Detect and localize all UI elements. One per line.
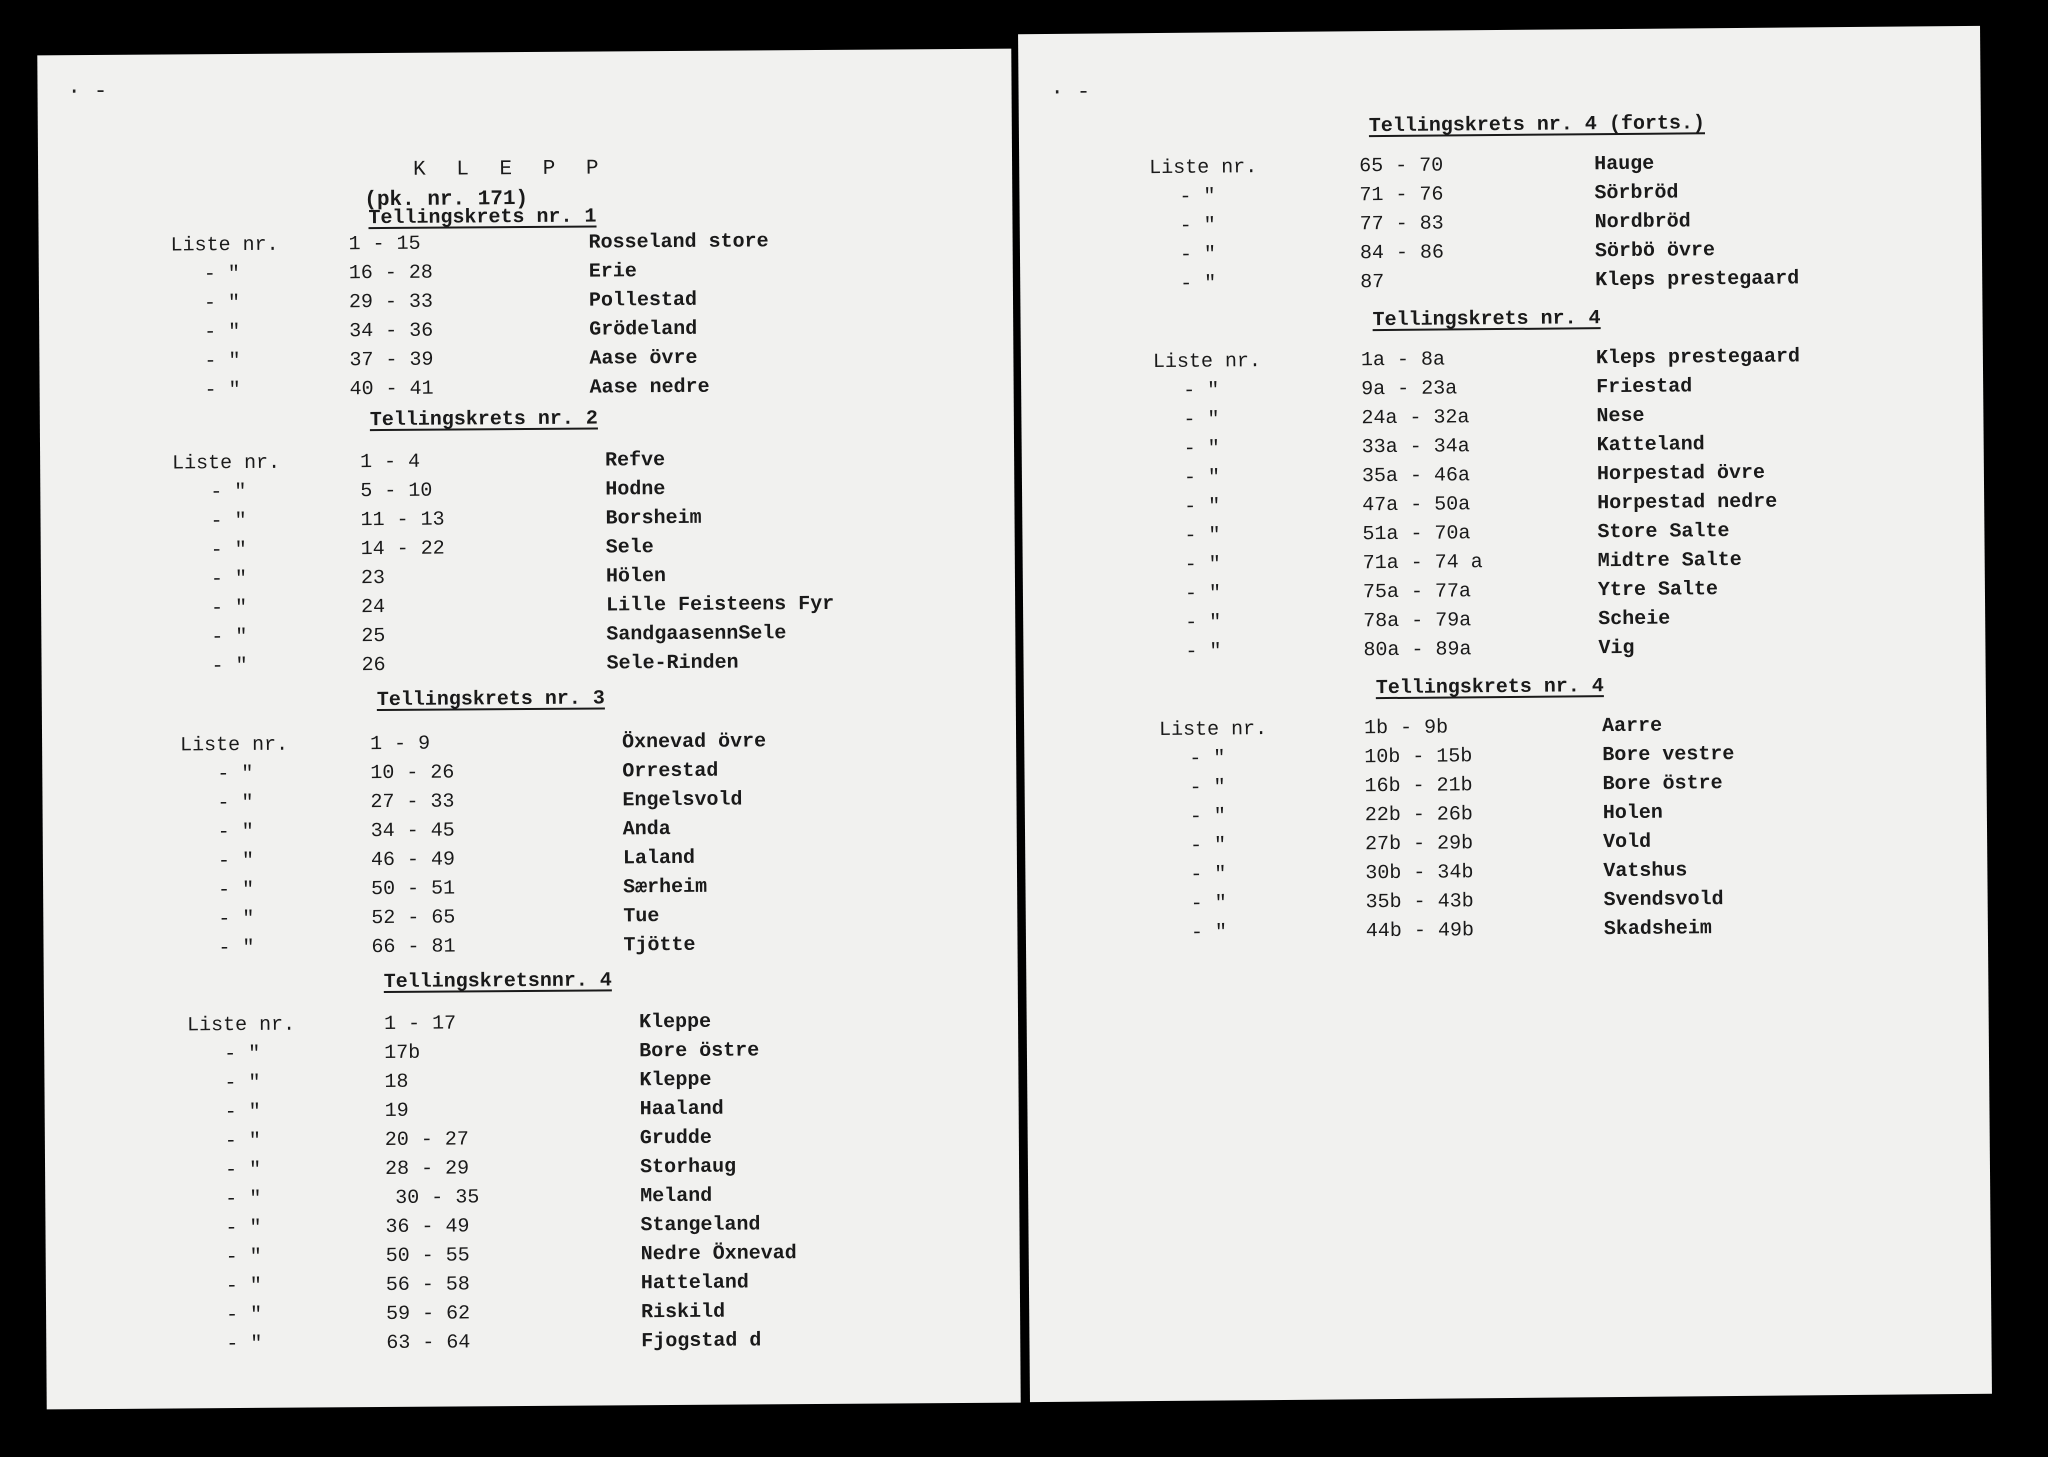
place-name: Rosseland store — [588, 230, 769, 255]
list-range: 65 - 70 — [1359, 154, 1444, 179]
list-range: 63 - 64 — [386, 1331, 471, 1356]
place-name: Aase nedre — [589, 375, 710, 400]
place-name: Vold — [1603, 830, 1652, 855]
list-label: - " — [1184, 582, 1222, 606]
list-range: 24a - 32a — [1361, 406, 1470, 431]
list-range: 10b - 15b — [1364, 745, 1473, 770]
left-document-page — [37, 49, 1020, 1410]
list-label: - " — [211, 596, 248, 621]
list-label: - " — [226, 1332, 263, 1357]
place-name: Aase övre — [589, 346, 698, 371]
punch-mark: · - — [67, 78, 108, 105]
place-name: Grödeland — [589, 317, 698, 342]
place-name: Haaland — [639, 1097, 724, 1122]
list-range: 28 - 29 — [384, 1157, 470, 1182]
place-name: Kleppe — [638, 1010, 712, 1035]
page-title: K L E P P — [413, 157, 608, 182]
list-range: 22b - 26b — [1364, 803, 1474, 828]
place-name: Ytre Salte — [1597, 578, 1719, 603]
place-name: Öxnevad övre — [622, 730, 767, 755]
list-range: 20 - 27 — [384, 1128, 469, 1153]
list-range: 47a - 50a — [1362, 493, 1471, 518]
place-name: Horpestad övre — [1596, 461, 1766, 487]
list-range: 56 - 58 — [385, 1273, 470, 1298]
place-name: Sörbröd — [1594, 181, 1679, 206]
list-label: - " — [204, 321, 241, 345]
list-label: - " — [218, 878, 255, 903]
list-range: 25 — [361, 625, 386, 649]
list-range: 84 - 86 — [1359, 241, 1445, 266]
list-label: - " — [210, 538, 247, 563]
place-name: Hatteland — [640, 1271, 749, 1296]
list-range: 36 - 49 — [385, 1215, 470, 1240]
place-name: Hölen — [605, 565, 667, 589]
list-range: 1 - 15 — [348, 232, 421, 257]
list-label: - " — [224, 1129, 261, 1154]
list-label: - " — [1189, 747, 1226, 771]
list-label: - " — [1185, 611, 1222, 635]
list-range: 50 - 51 — [371, 877, 456, 902]
section-heading: Tellingskrets nr. 3 — [376, 687, 605, 713]
place-name: Nordbröd — [1594, 210, 1691, 235]
list-label: - " — [1183, 437, 1220, 461]
list-range: 18 — [384, 1070, 409, 1095]
list-range: 52 - 65 — [371, 906, 456, 931]
list-range: 75a - 77a — [1362, 580, 1472, 605]
place-name: Scheie — [1598, 607, 1671, 632]
list-label: - " — [1179, 214, 1216, 238]
list-label: - " — [225, 1216, 262, 1241]
list-range: 14 - 22 — [360, 537, 445, 562]
place-name: Kleps prestegaard — [1595, 267, 1800, 293]
page-subtitle: (pk. nr. 171) — [364, 187, 529, 213]
list-range: 50 - 55 — [385, 1244, 470, 1269]
list-label: Liste nr. — [180, 733, 289, 758]
list-label: Liste nr. — [1159, 718, 1268, 743]
place-name: Vatshus — [1603, 859, 1688, 884]
place-name: Vig — [1598, 636, 1635, 661]
list-range: 37 - 39 — [349, 348, 434, 373]
list-label: - " — [1179, 243, 1217, 267]
place-name: SandgaasennSele — [606, 622, 787, 647]
list-range: 30 - 35 — [395, 1186, 480, 1210]
place-name: Meland — [640, 1184, 713, 1209]
place-name: Grudde — [639, 1126, 712, 1151]
list-range: 66 - 81 — [371, 935, 456, 960]
place-name: Borsheim — [605, 506, 702, 531]
list-range: 1 - 9 — [370, 732, 431, 757]
list-range: 34 - 36 — [349, 319, 434, 344]
place-name: Bore östre — [1602, 772, 1723, 797]
place-name: Orrestad — [622, 759, 719, 784]
list-label: - " — [1184, 553, 1221, 577]
list-label: - " — [217, 849, 255, 874]
list-label: - " — [224, 1158, 262, 1183]
list-range: 1b - 9b — [1364, 716, 1449, 741]
place-name: Særheim — [623, 875, 708, 900]
list-range: 26 — [361, 654, 386, 678]
list-label: Liste nr. — [170, 233, 279, 258]
place-name: Svendsvold — [1603, 888, 1724, 913]
list-label: - " — [1189, 776, 1226, 800]
list-label: - " — [203, 292, 241, 316]
list-label: - " — [218, 907, 255, 932]
list-label: - " — [224, 1100, 261, 1125]
section-heading: Tellingskrets nr. 4 (forts.) — [1368, 112, 1706, 139]
place-name: Bore vestre — [1602, 743, 1735, 768]
place-name: Store Salte — [1597, 520, 1730, 545]
list-range: 10 - 26 — [370, 761, 455, 786]
place-name: Nedre Öxnevad — [640, 1242, 797, 1267]
list-range: 35b - 43b — [1365, 890, 1474, 915]
place-name: Kleppe — [639, 1068, 712, 1093]
list-label: - " — [1179, 185, 1216, 209]
list-label: - " — [1184, 495, 1221, 519]
place-name: Stangeland — [640, 1213, 761, 1238]
place-name: Hauge — [1594, 152, 1655, 177]
list-range: 27 - 33 — [370, 790, 455, 815]
list-range: 80a - 89a — [1363, 638, 1472, 663]
list-range: 5 - 10 — [360, 479, 433, 504]
list-label: Liste nr. — [186, 1013, 296, 1038]
list-range: 51a - 70a — [1362, 522, 1471, 547]
list-label: Liste nr. — [1152, 350, 1262, 375]
list-label: Liste nr. — [172, 451, 281, 476]
list-label: - " — [1184, 524, 1221, 548]
list-range: 11 - 13 — [360, 508, 445, 533]
place-name: Riskild — [640, 1300, 726, 1325]
place-name: Bore östre — [639, 1039, 760, 1064]
section-heading: Tellingskrets nr. 4 — [1372, 307, 1601, 333]
list-range: 34 - 45 — [370, 819, 455, 844]
place-name: Tjötte — [623, 933, 696, 958]
place-name: Friestad — [1596, 375, 1693, 400]
list-range: 71a - 74 a — [1362, 551, 1483, 576]
list-range: 19 — [384, 1099, 409, 1124]
list-range: 9a - 23a — [1361, 377, 1458, 402]
list-label: Liste nr. — [1149, 156, 1258, 181]
list-range: 16 - 28 — [348, 261, 433, 286]
place-name: Tue — [623, 905, 660, 929]
list-range: 17b — [384, 1041, 421, 1066]
list-label: - " — [204, 350, 241, 374]
list-label: - " — [210, 509, 247, 534]
place-name: Erie — [588, 260, 637, 284]
right-document-page — [1018, 26, 1992, 1402]
list-range: 1a - 8a — [1360, 348, 1446, 373]
list-label: - " — [226, 1303, 263, 1328]
list-label: - " — [210, 480, 247, 505]
place-name: Sele-Rinden — [606, 651, 739, 676]
list-label: - " — [1183, 379, 1220, 403]
section-heading: Tellingskretsnnr. 4 — [383, 969, 612, 995]
list-label: - " — [1189, 805, 1227, 829]
list-label: - " — [1190, 921, 1228, 945]
place-name: Anda — [622, 818, 671, 842]
list-range: 30b - 34b — [1365, 861, 1474, 886]
place-name: Storhaug — [639, 1155, 737, 1180]
list-range: 27b - 29b — [1365, 832, 1474, 857]
list-label: - " — [225, 1274, 262, 1299]
section-heading: Tellingskrets nr. 4 — [1375, 675, 1604, 701]
list-range: 23 — [360, 567, 386, 591]
list-label: - " — [204, 379, 241, 403]
list-range: 71 - 76 — [1359, 183, 1444, 208]
place-name: Sörbö övre — [1594, 239, 1716, 264]
list-label: - " — [211, 654, 248, 679]
list-label: - " — [211, 625, 248, 650]
list-range: 78a - 79a — [1363, 609, 1472, 634]
place-name: Skadsheim — [1603, 917, 1713, 942]
list-label: - " — [225, 1245, 262, 1270]
place-name: Laland — [622, 846, 696, 871]
section-heading: Tellingskrets nr. 1 — [368, 205, 597, 231]
place-name: Kleps prestegaard — [1595, 345, 1801, 371]
list-label: - " — [203, 263, 240, 287]
list-range: 44b - 49b — [1365, 919, 1475, 944]
list-label: - " — [224, 1071, 261, 1096]
list-range: 46 - 49 — [370, 848, 456, 873]
list-label: - " — [1190, 863, 1227, 887]
list-label: - " — [224, 1042, 261, 1067]
list-range: 40 - 41 — [349, 377, 434, 402]
section-heading: Tellingskrets nr. 2 — [369, 407, 598, 433]
place-name: Midtre Salte — [1597, 548, 1742, 574]
list-range: 1 - 4 — [360, 450, 421, 475]
place-name: Lille Feisteens Fyr — [606, 592, 835, 618]
list-range: 59 - 62 — [386, 1302, 471, 1327]
list-label: - " — [210, 567, 248, 592]
list-range: 1 - 17 — [383, 1012, 457, 1037]
place-name: Fjogstad d — [641, 1329, 762, 1354]
list-range: 16b - 21b — [1364, 774, 1473, 799]
list-label: - " — [1190, 892, 1227, 916]
list-label: - " — [1180, 272, 1217, 296]
list-label: - " — [217, 791, 254, 816]
place-name: Katteland — [1596, 433, 1705, 458]
place-name: Hodne — [605, 478, 666, 502]
place-name: Nese — [1596, 404, 1645, 429]
list-range: 77 - 83 — [1359, 212, 1444, 237]
punch-mark: · - — [1050, 79, 1091, 105]
place-name: Refve — [605, 449, 666, 473]
list-label: - " — [1183, 466, 1221, 490]
list-range: 87 — [1360, 271, 1385, 295]
list-label: - " — [1183, 408, 1220, 432]
list-label: - " — [218, 936, 255, 961]
place-name: Aarre — [1602, 714, 1663, 739]
list-label: - " — [217, 820, 254, 845]
list-range: 29 - 33 — [348, 290, 434, 315]
place-name: Horpestad nedre — [1597, 490, 1778, 516]
list-label: - " — [1190, 834, 1227, 858]
place-name: Holen — [1602, 801, 1663, 826]
list-label: - " — [1185, 640, 1222, 664]
list-range: 35a - 46a — [1361, 464, 1471, 489]
list-range: 33a - 34a — [1361, 435, 1470, 460]
list-label: - " — [217, 762, 254, 787]
place-name: Pollestad — [588, 288, 698, 313]
list-range: 24 — [361, 596, 386, 620]
place-name: Engelsvold — [622, 788, 743, 813]
list-label: - " — [225, 1187, 262, 1212]
place-name: Sele — [605, 536, 654, 560]
